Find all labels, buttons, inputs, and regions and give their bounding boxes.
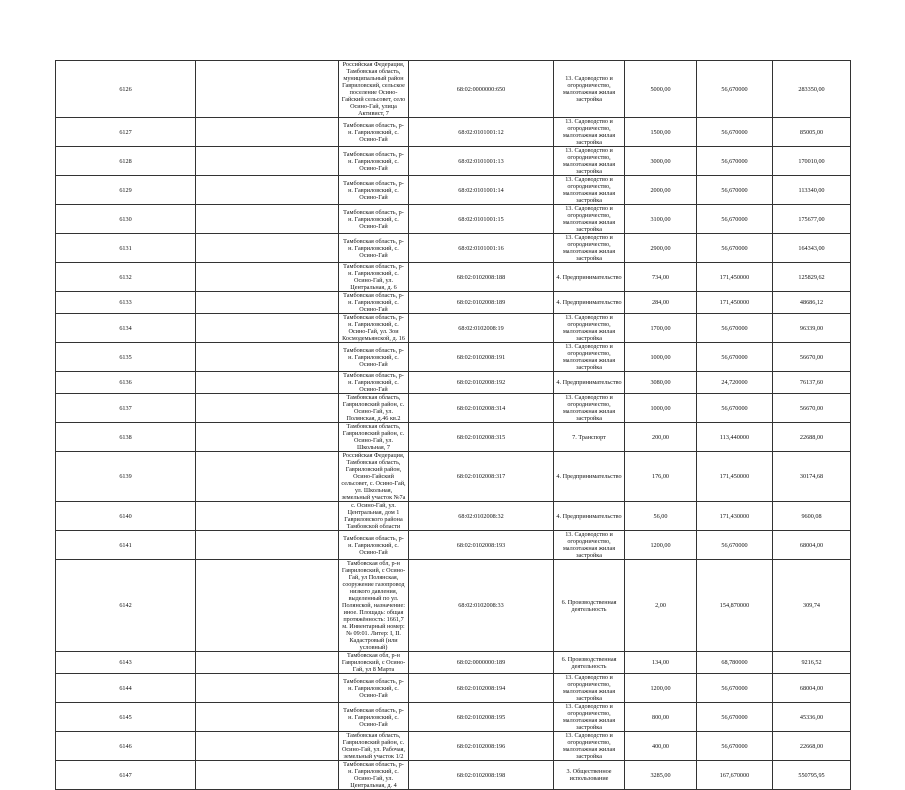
blank-cell [196, 531, 339, 560]
address-cell: Тамбовская область, р-н. Гавриловский, с. Осино-Гай [339, 703, 409, 732]
land-use-cell: 4. Предпринимательство [554, 292, 625, 314]
address-cell: Тамбовская область, Гавриловский район, с. Осино-Гай, ул. Полянская, д.46 кв.2 [339, 394, 409, 423]
row-number: 6137 [56, 394, 196, 423]
table-row [56, 652, 851, 674]
row-number: 6126 [56, 61, 196, 118]
cadastral-number-cell: 68:02:0102008:314 [409, 394, 554, 423]
table-body [56, 61, 851, 790]
area-cell: 2000,00 [625, 176, 697, 205]
area-cell: 1000,00 [625, 343, 697, 372]
table-row [56, 314, 851, 343]
table-row [56, 292, 851, 314]
table-row [56, 732, 851, 761]
table-row [56, 761, 851, 790]
cadastral-number-cell: 68:02:0102008:198 [409, 761, 554, 790]
cadastral-value-cell: 22688,00 [773, 423, 851, 452]
rate-cell: 56,670000 [697, 176, 773, 205]
row-number: 6141 [56, 531, 196, 560]
row-number: 6140 [56, 502, 196, 531]
land-use-cell: 13. Садоводство и огородничество, малоэтажная жилая застройка [554, 531, 625, 560]
rate-cell: 56,670000 [697, 343, 773, 372]
address-cell: Тамбовская область, р-н. Гавриловский, с. Осино-Гай [339, 147, 409, 176]
land-use-cell: 13. Садоводство и огородничество, малоэтажная жилая застройка [554, 674, 625, 703]
land-use-cell: 13. Садоводство и огородничество, малоэтажная жилая застройка [554, 61, 625, 118]
rate-cell: 56,670000 [697, 61, 773, 118]
land-use-cell: 13. Садоводство и огородничество, малоэтажная жилая застройка [554, 314, 625, 343]
cadastral-number-cell: 68:02:0101001:16 [409, 234, 554, 263]
area-cell: 176,00 [625, 452, 697, 502]
area-cell: 3000,00 [625, 147, 697, 176]
land-use-cell: 4. Предпринимательство [554, 263, 625, 292]
address-cell: Тамбовская область, р-н. Гавриловский, с. Осино-Гай [339, 234, 409, 263]
row-number: 6135 [56, 343, 196, 372]
rate-cell: 171,430000 [697, 502, 773, 531]
cadastral-number-cell: 68:02:0102008:315 [409, 423, 554, 452]
address-cell: Российская Федерация, Тамбовская область, муниципальный район Гавриловский, сельское поселение Осино-Гайский сельсовет, село Осино-Гай, улица Активист, 7 [339, 61, 409, 118]
cadastral-value-cell: 68004,00 [773, 674, 851, 703]
land-use-cell: 6. Производственная деятельность [554, 652, 625, 674]
land-use-cell: 7. Транспорт [554, 423, 625, 452]
cadastral-value-cell: 309,74 [773, 560, 851, 652]
cadastral-value-cell: 164343,00 [773, 234, 851, 263]
cadastral-number-cell: 68:02:0102008:195 [409, 703, 554, 732]
blank-cell [196, 761, 339, 790]
area-cell: 1200,00 [625, 531, 697, 560]
rate-cell: 56,670000 [697, 314, 773, 343]
address-cell: Тамбовская область, р-н. Гавриловский, с. Осино-Гай [339, 372, 409, 394]
table-row [56, 61, 851, 118]
rate-cell: 56,670000 [697, 674, 773, 703]
table-row [56, 147, 851, 176]
table-row [56, 452, 851, 502]
blank-cell [196, 423, 339, 452]
table-row [56, 502, 851, 531]
address-cell: Российская Федерация, Тамбовская область, Гавриловский район, Осино-Гайский сельсовет, с. Осино-Гай, ул. Школьная, земельный участок №7а [339, 452, 409, 502]
cadastral-value-cell: 30174,68 [773, 452, 851, 502]
blank-cell [196, 652, 339, 674]
cadastral-value-cell: 76137,60 [773, 372, 851, 394]
rate-cell: 113,440000 [697, 423, 773, 452]
row-number: 6130 [56, 205, 196, 234]
row-number: 6134 [56, 314, 196, 343]
cadastral-value-table [55, 60, 851, 790]
blank-cell [196, 314, 339, 343]
area-cell: 200,00 [625, 423, 697, 452]
blank-cell [196, 292, 339, 314]
cadastral-value-cell: 9600,08 [773, 502, 851, 531]
area-cell: 3100,00 [625, 205, 697, 234]
cadastral-number-cell: 68:02:0102008:189 [409, 292, 554, 314]
area-cell: 56,00 [625, 502, 697, 531]
address-cell: Тамбовская область, р-н. Гавриловский, с. Осино-Гай [339, 531, 409, 560]
row-number: 6138 [56, 423, 196, 452]
row-number: 6136 [56, 372, 196, 394]
blank-cell [196, 118, 339, 147]
cadastral-value-cell: 68004,00 [773, 531, 851, 560]
address-cell: Тамбовская обл, р-н Гавриловский, с Осино-Гай, ул Полянская, сооружение газопровод низкого давления, выделенный по ул. Полянской, назначение: иное. Площадь: общая протяжённость: 1661,7 м. Инвентарный номер: № 09:01. Литер: I, II. Кадастровый (или условный) [339, 560, 409, 652]
table-row [56, 394, 851, 423]
table-row [56, 531, 851, 560]
land-use-cell: 13. Садоводство и огородничество, малоэтажная жилая застройка [554, 118, 625, 147]
blank-cell [196, 61, 339, 118]
blank-cell [196, 343, 339, 372]
row-number: 6146 [56, 732, 196, 761]
rate-cell: 24,720000 [697, 372, 773, 394]
cadastral-value-cell: 283350,00 [773, 61, 851, 118]
blank-cell [196, 205, 339, 234]
rate-cell: 56,670000 [697, 531, 773, 560]
cadastral-number-cell: 68:02:0102008:191 [409, 343, 554, 372]
area-cell: 284,00 [625, 292, 697, 314]
blank-cell [196, 394, 339, 423]
land-use-cell: 13. Садоводство и огородничество, малоэтажная жилая застройка [554, 205, 625, 234]
row-number: 6131 [56, 234, 196, 263]
address-cell: Тамбовская область, р-н. Гавриловский, с. Осино-Гай, ул. Центральная, д. 4 [339, 761, 409, 790]
table-row [56, 423, 851, 452]
address-cell: Тамбовская область, р-н. Гавриловский, с. Осино-Гай [339, 205, 409, 234]
cadastral-value-cell: 175677,00 [773, 205, 851, 234]
cadastral-number-cell: 68:02:0102008:193 [409, 531, 554, 560]
cadastral-value-cell: 45336,00 [773, 703, 851, 732]
table-row [56, 560, 851, 652]
table-row [56, 234, 851, 263]
cadastral-value-cell: 22668,00 [773, 732, 851, 761]
cadastral-value-cell: 56670,00 [773, 394, 851, 423]
rate-cell: 56,670000 [697, 394, 773, 423]
land-use-cell: 13. Садоводство и огородничество, малоэтажная жилая застройка [554, 394, 625, 423]
area-cell: 1500,00 [625, 118, 697, 147]
cadastral-number-cell: 68:02:0102008:194 [409, 674, 554, 703]
land-use-cell: 13. Садоводство и огородничество, малоэтажная жилая застройка [554, 147, 625, 176]
address-cell: Тамбовская область, р-н. Гавриловский, с. Осино-Гай [339, 674, 409, 703]
blank-cell [196, 234, 339, 263]
land-use-cell: 4. Предпринимательство [554, 502, 625, 531]
cadastral-number-cell: 68:02:0101001:15 [409, 205, 554, 234]
address-cell: Тамбовская область, р-н. Гавриловский, с. Осино-Гай, ул. Зои Космодемьянской, д. 16 [339, 314, 409, 343]
blank-cell [196, 703, 339, 732]
area-cell: 400,00 [625, 732, 697, 761]
cadastral-value-cell: 170010,00 [773, 147, 851, 176]
cadastral-number-cell: 68:02:0101001:12 [409, 118, 554, 147]
area-cell: 2900,00 [625, 234, 697, 263]
rate-cell: 56,670000 [697, 234, 773, 263]
row-number: 6129 [56, 176, 196, 205]
blank-cell [196, 452, 339, 502]
area-cell: 3285,00 [625, 761, 697, 790]
blank-cell [196, 732, 339, 761]
row-number: 6142 [56, 560, 196, 652]
cadastral-value-cell: 85005,00 [773, 118, 851, 147]
blank-cell [196, 674, 339, 703]
rate-cell: 56,670000 [697, 732, 773, 761]
cadastral-number-cell: 68:02:0000000:650 [409, 61, 554, 118]
cadastral-number-cell: 68:02:0102008:317 [409, 452, 554, 502]
blank-cell [196, 147, 339, 176]
table-row [56, 263, 851, 292]
rate-cell: 56,670000 [697, 205, 773, 234]
cadastral-number-cell: 68:02:0102008:33 [409, 560, 554, 652]
table-row [56, 343, 851, 372]
land-use-cell: 3. Общественное использование [554, 761, 625, 790]
table-row [56, 176, 851, 205]
rate-cell: 154,870000 [697, 560, 773, 652]
row-number: 6128 [56, 147, 196, 176]
land-use-cell: 4. Предпринимательство [554, 372, 625, 394]
blank-cell [196, 502, 339, 531]
area-cell: 1700,00 [625, 314, 697, 343]
address-cell: Тамбовская область, Гавриловский район, с. Осино-Гай, ул. Рабочая, земельный участок 1/2 [339, 732, 409, 761]
table-row [56, 205, 851, 234]
cadastral-value-cell: 96339,00 [773, 314, 851, 343]
blank-cell [196, 176, 339, 205]
cadastral-number-cell: 68:02:0101001:14 [409, 176, 554, 205]
table-row [56, 674, 851, 703]
table-row [56, 703, 851, 732]
cadastral-number-cell: 68:02:0102008:32 [409, 502, 554, 531]
cadastral-value-cell: 550795,95 [773, 761, 851, 790]
rate-cell: 56,670000 [697, 147, 773, 176]
row-number: 6132 [56, 263, 196, 292]
land-use-cell: 13. Садоводство и огородничество, малоэтажная жилая застройка [554, 176, 625, 205]
cadastral-value-cell: 48686,12 [773, 292, 851, 314]
area-cell: 1000,00 [625, 394, 697, 423]
blank-cell [196, 372, 339, 394]
cadastral-value-cell: 56670,00 [773, 343, 851, 372]
row-number: 6127 [56, 118, 196, 147]
cadastral-value-cell: 125829,62 [773, 263, 851, 292]
area-cell: 734,00 [625, 263, 697, 292]
land-use-cell: 13. Садоводство и огородничество, малоэтажная жилая застройка [554, 234, 625, 263]
land-use-cell: 4. Предпринимательство [554, 452, 625, 502]
rate-cell: 171,450000 [697, 452, 773, 502]
address-cell: Тамбовская область, р-н. Гавриловский, с. Осино-Гай, ул. Центральная, д. 6 [339, 263, 409, 292]
row-number: 6145 [56, 703, 196, 732]
rate-cell: 56,670000 [697, 703, 773, 732]
cadastral-number-cell: 68:02:0102008:192 [409, 372, 554, 394]
rate-cell: 171,450000 [697, 263, 773, 292]
cadastral-number-cell: 68:02:0102008:188 [409, 263, 554, 292]
address-cell: Тамбовская область, р-н. Гавриловский, с. Осино-Гай [339, 176, 409, 205]
address-cell: Тамбовская обл, р-н Гавриловский, с Осино-Гай, ул 8 Марта [339, 652, 409, 674]
rate-cell: 68,780000 [697, 652, 773, 674]
cadastral-number-cell: 68:02:0102008:19 [409, 314, 554, 343]
land-use-cell: 13. Садоводство и огородничество, малоэтажная жилая застройка [554, 703, 625, 732]
area-cell: 2,00 [625, 560, 697, 652]
cadastral-number-cell: 68:02:0000000:189 [409, 652, 554, 674]
table-row [56, 372, 851, 394]
cadastral-number-cell: 68:02:0102008:196 [409, 732, 554, 761]
address-cell: Тамбовская область, р-н. Гавриловский, с. Осино-Гай [339, 118, 409, 147]
row-number: 6144 [56, 674, 196, 703]
land-use-cell: 13. Садоводство и огородничество, малоэтажная жилая застройка [554, 732, 625, 761]
blank-cell [196, 263, 339, 292]
row-number: 6147 [56, 761, 196, 790]
cadastral-number-cell: 68:02:0101001:13 [409, 147, 554, 176]
rate-cell: 171,450000 [697, 292, 773, 314]
blank-cell [196, 560, 339, 652]
area-cell: 1200,00 [625, 674, 697, 703]
area-cell: 5000,00 [625, 61, 697, 118]
address-cell: Тамбовская область, Гавриловский район, с. Осино-Гай, ул. Школьная, 7 [339, 423, 409, 452]
cadastral-value-cell: 9216,52 [773, 652, 851, 674]
cadastral-value-cell: 113340,00 [773, 176, 851, 205]
address-cell: Тамбовская область, р-н. Гавриловский, с. Осино-Гай [339, 292, 409, 314]
row-number: 6139 [56, 452, 196, 502]
row-number: 6143 [56, 652, 196, 674]
address-cell: Тамбовская область, р-н. Гавриловский, с. Осино-Гай [339, 343, 409, 372]
table-row [56, 118, 851, 147]
address-cell: с. Осино-Гай, ул. Центральная, дом 1 Гавриловского района Тамбовской области [339, 502, 409, 531]
area-cell: 800,00 [625, 703, 697, 732]
rate-cell: 56,670000 [697, 118, 773, 147]
land-use-cell: 6. Производственная деятельность [554, 560, 625, 652]
area-cell: 3080,00 [625, 372, 697, 394]
area-cell: 134,00 [625, 652, 697, 674]
land-use-cell: 13. Садоводство и огородничество, малоэтажная жилая застройка [554, 343, 625, 372]
rate-cell: 167,670000 [697, 761, 773, 790]
row-number: 6133 [56, 292, 196, 314]
